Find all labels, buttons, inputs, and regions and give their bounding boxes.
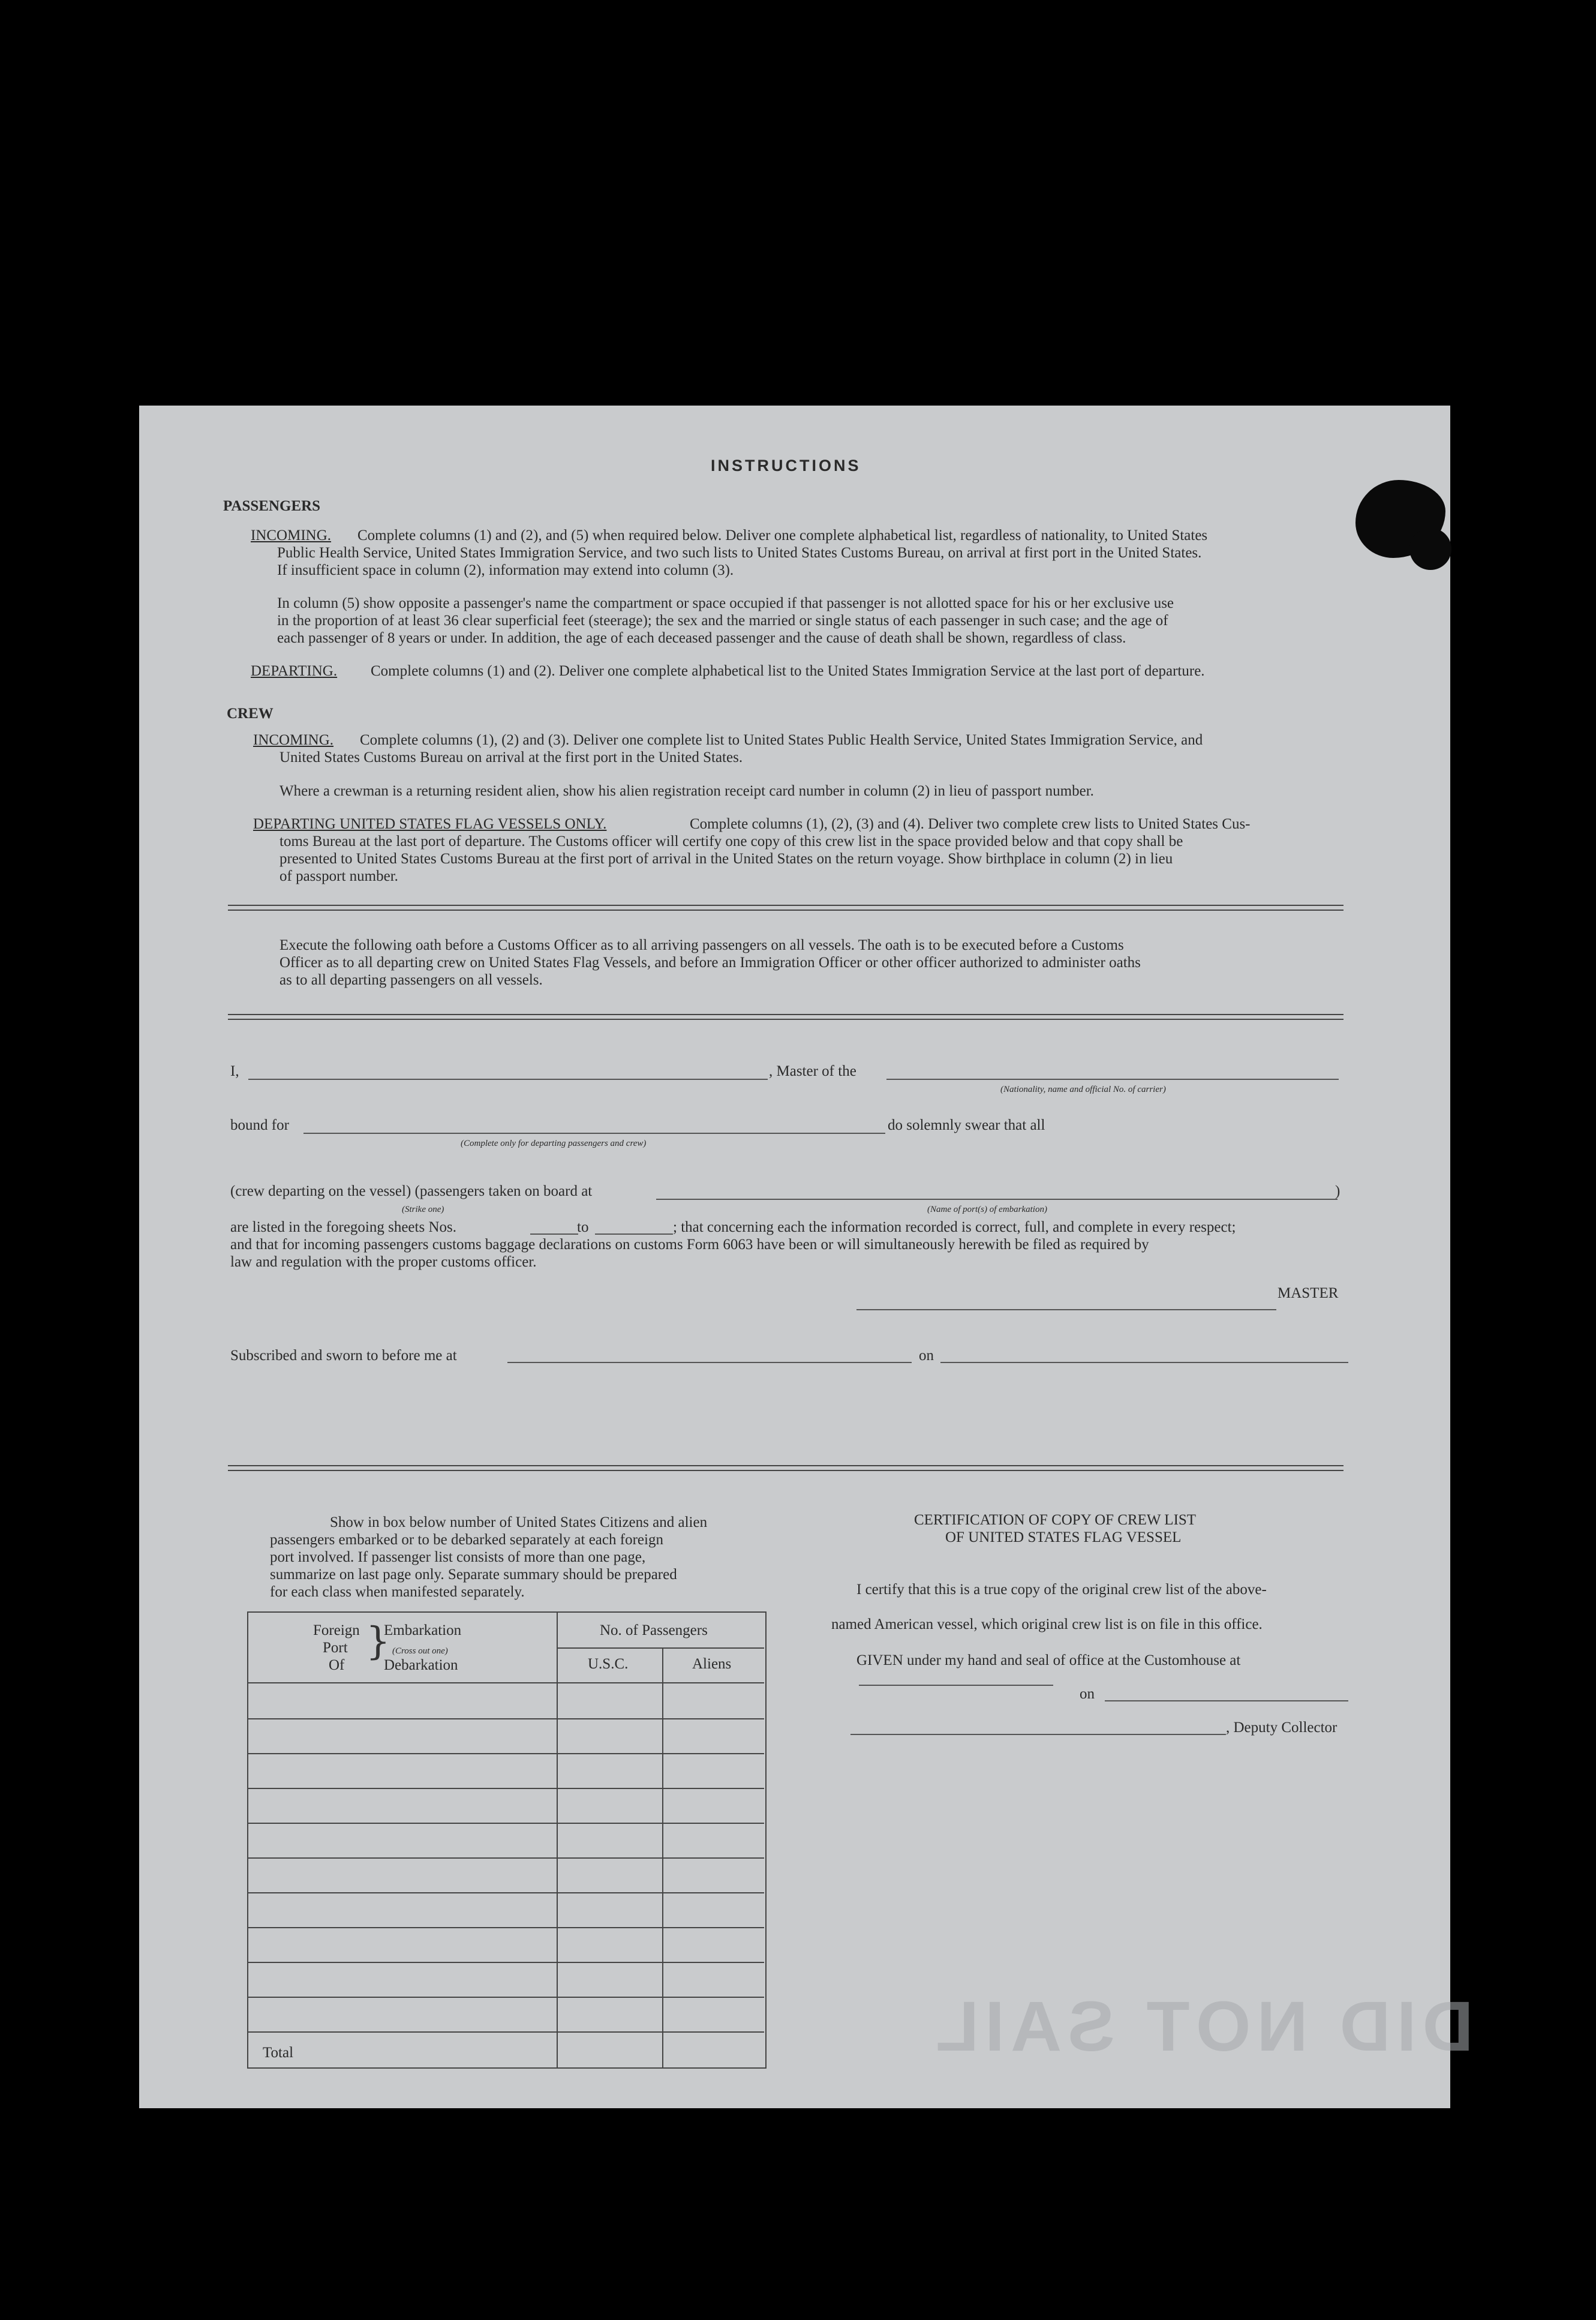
certification-text: named American vessel, which original crew list is on file in this office. bbox=[831, 1616, 1263, 1632]
certification-title: OF UNITED STATES FLAG VESSEL bbox=[945, 1529, 1182, 1545]
col-port-header: Of bbox=[329, 1657, 345, 1673]
sworn-place-field[interactable] bbox=[507, 1362, 912, 1363]
oath-to: to bbox=[577, 1219, 589, 1235]
oath-intro: Officer as to all departing crew on United States Flag Vessels, and before an Immigration Officer or other officer authorized to administer oaths bbox=[279, 955, 1141, 971]
divider bbox=[228, 905, 1343, 906]
box-row-line bbox=[247, 1718, 764, 1719]
divider bbox=[228, 910, 1343, 911]
certification-title: CERTIFICATION OF COPY OF CREW LIST bbox=[914, 1512, 1197, 1528]
passengers-incoming-text: Public Health Service, United States Immigration Service, and two such lists to United States Customs Bureau, on arrival at first port in the United States. bbox=[277, 545, 1202, 561]
sheet-from-field[interactable] bbox=[530, 1233, 578, 1235]
total-label: Total bbox=[263, 2045, 294, 2061]
passenger-summary-box bbox=[247, 1611, 767, 2069]
passengers-heading: PASSENGERS bbox=[223, 498, 321, 514]
brace-icon: } bbox=[366, 1619, 390, 1664]
col-debarkation-header: Debarkation bbox=[384, 1657, 458, 1673]
box-row-line bbox=[247, 1997, 764, 1998]
column5-text: each passenger of 8 years or under. In addition, the age of each deceased passenger and the cause of death shall be shown, regardless of class. bbox=[277, 630, 1126, 646]
oath-close-paren: ) bbox=[1335, 1183, 1340, 1199]
col-port-header: Foreign bbox=[313, 1622, 360, 1638]
certification-text: I certify that this is a true copy of the original crew list of the above- bbox=[856, 1581, 1267, 1598]
summary-text: Show in box below number of United States Citizens and alien bbox=[330, 1514, 708, 1530]
box-row-line bbox=[247, 1788, 764, 1789]
customhouse-field[interactable] bbox=[859, 1685, 1053, 1686]
summary-text: passengers embarked or to be debarked separately at each foreign bbox=[270, 1532, 663, 1548]
master-name-field[interactable] bbox=[248, 1079, 768, 1080]
box-row-line bbox=[247, 1753, 764, 1754]
box-row-line bbox=[247, 1927, 764, 1928]
bleed-through-stamp: DID NOT SAIL bbox=[930, 1987, 1474, 2066]
master-label: MASTER bbox=[1278, 1285, 1339, 1301]
box-row-line bbox=[247, 2031, 764, 2033]
col-embarkation-header: Embarkation bbox=[384, 1622, 462, 1638]
crew-departing-label: DEPARTING UNITED STATES FLAG VESSELS ONLY. bbox=[253, 816, 607, 832]
certification-text: GIVEN under my hand and seal of office at the Customhouse at bbox=[856, 1652, 1241, 1668]
crew-incoming-text: United States Customs Bureau on arrival at the first port in the United States. bbox=[279, 749, 743, 766]
col-cross-note: (Cross out one) bbox=[392, 1646, 448, 1656]
crew-departing-text: presented to United States Customs Bureau at the first port of arrival in the United States on the return voyage. Show birthplace in column (2) in lieu bbox=[279, 851, 1173, 867]
oath-listed: are listed in the foregoing sheets Nos. bbox=[230, 1219, 456, 1235]
box-divider bbox=[557, 1611, 558, 2067]
certification-on: on bbox=[1080, 1686, 1095, 1702]
ports-note: (Name of port(s) of embarkation) bbox=[927, 1205, 1047, 1214]
box-row-line bbox=[247, 1962, 764, 1963]
crew-departing-text: of passport number. bbox=[279, 868, 398, 884]
crew-resident-text: Where a crewman is a returning resident alien, show his alien registration receipt card number in column (2) in lieu of passport number. bbox=[279, 783, 1094, 799]
passengers-incoming-text: Complete columns (1) and (2), and (5) when required below. Deliver one complete alphabetical list, regardless of nationality, to United States bbox=[357, 527, 1208, 544]
crew-heading: CREW bbox=[227, 706, 273, 722]
strike-one-note: (Strike one) bbox=[402, 1205, 444, 1214]
summary-text: for each class when manifested separately. bbox=[270, 1584, 525, 1600]
oath-master-of: , Master of the bbox=[769, 1063, 856, 1079]
ink-blot-edge bbox=[1409, 528, 1451, 570]
sworn-date-field[interactable] bbox=[940, 1362, 1348, 1363]
oath-listed: and that for incoming passengers customs baggage declarations on customs Form 6063 have been or will simultaneously herewith be filed as required by bbox=[230, 1236, 1149, 1253]
oath-listed: ; that concerning each the information recorded is correct, full, and complete in every respect; bbox=[673, 1219, 1236, 1235]
passengers-departing-label: DEPARTING. bbox=[251, 663, 338, 679]
passengers-departing-text: Complete columns (1) and (2). Deliver one complete alphabetical list to the United States Immigration Service at the last port of departure. bbox=[371, 663, 1205, 679]
box-row-line bbox=[247, 1823, 764, 1824]
oath-i-label: I, bbox=[230, 1063, 239, 1079]
box-row-line bbox=[247, 1857, 764, 1859]
deputy-collector-field[interactable] bbox=[850, 1734, 1226, 1735]
deputy-collector-label: , Deputy Collector bbox=[1226, 1719, 1337, 1736]
oath-on: on bbox=[919, 1347, 934, 1364]
oath-crew-departing: (crew departing on the vessel) (passengers taken on board at bbox=[230, 1183, 593, 1199]
oath-subscribed: Subscribed and sworn to before me at bbox=[230, 1347, 457, 1364]
box-divider bbox=[557, 1647, 764, 1649]
certification-date-field[interactable] bbox=[1105, 1700, 1348, 1701]
oath-swear: do solemnly swear that all bbox=[888, 1117, 1045, 1133]
divider bbox=[228, 1470, 1343, 1471]
passengers-incoming-text: If insufficient space in column (2), information may extend into column (3). bbox=[277, 562, 734, 578]
column5-text: In column (5) show opposite a passenger's name the compartment or space occupied if that passenger is not allotted space for his or her exclusive use bbox=[277, 595, 1174, 611]
divider bbox=[228, 1019, 1343, 1020]
carrier-note: (Nationality, name and official No. of carrier) bbox=[1000, 1085, 1166, 1094]
col-passengers-header: No. of Passengers bbox=[600, 1622, 708, 1638]
box-divider bbox=[247, 1682, 764, 1683]
page-title: INSTRUCTIONS bbox=[711, 457, 861, 475]
crew-departing-text: Complete columns (1), (2), (3) and (4). Deliver two complete crew lists to United States Cus- bbox=[690, 816, 1251, 832]
divider bbox=[228, 1014, 1343, 1015]
col-aliens-header: Aliens bbox=[692, 1656, 732, 1672]
master-signature-field[interactable] bbox=[856, 1309, 1276, 1310]
col-usc-header: U.S.C. bbox=[588, 1656, 629, 1672]
summary-text: summarize on last page only. Separate summary should be prepared bbox=[270, 1566, 677, 1583]
col-port-header: Port bbox=[323, 1640, 348, 1656]
sheet-to-field[interactable] bbox=[595, 1233, 673, 1235]
divider bbox=[228, 1465, 1343, 1466]
summary-text: port involved. If passenger list consists of more than one page, bbox=[270, 1549, 646, 1565]
crew-departing-text: toms Bureau at the last port of departure. The Customs officer will certify one copy of this crew list in the space provided below and that copy shall be bbox=[279, 833, 1183, 850]
passengers-incoming-label: INCOMING. bbox=[251, 527, 332, 544]
oath-bound-for: bound for bbox=[230, 1117, 289, 1133]
bound-note: (Complete only for departing passengers and crew) bbox=[461, 1139, 647, 1148]
crew-incoming-text: Complete columns (1), (2) and (3). Deliver one complete list to United States Public Health Service, United States Immigration Service, and bbox=[360, 732, 1203, 748]
oath-intro: as to all departing passengers on all vessels. bbox=[279, 972, 543, 988]
box-row-line bbox=[247, 1892, 764, 1893]
oath-listed: law and regulation with the proper customs officer. bbox=[230, 1254, 537, 1270]
crew-incoming-label: INCOMING. bbox=[253, 732, 334, 748]
oath-intro: Execute the following oath before a Customs Officer as to all arriving passengers on all vessels. The oath is to be executed before a Customs bbox=[279, 937, 1124, 953]
column5-text: in the proportion of at least 36 clear superficial feet (steerage); the sex and the married or single status of each passenger in such case; and the age of bbox=[277, 613, 1168, 629]
